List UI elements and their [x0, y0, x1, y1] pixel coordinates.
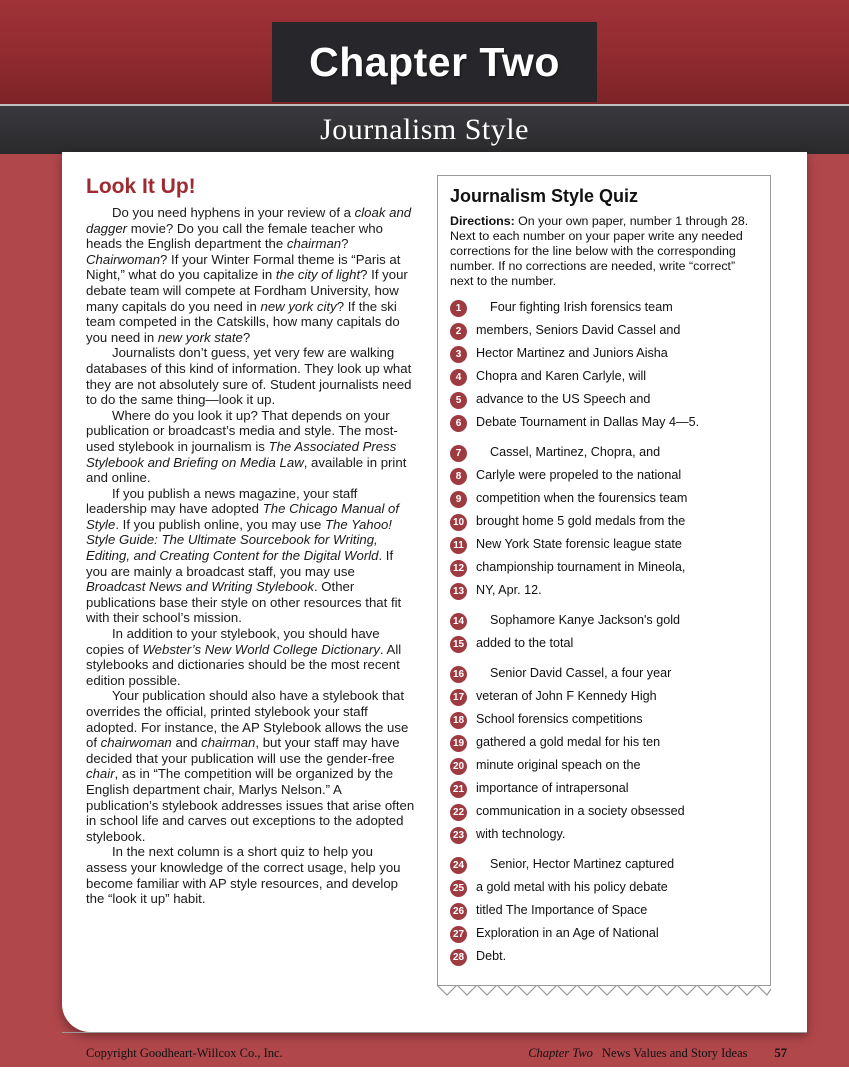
- quiz-item: [450, 734, 758, 753]
- quiz-item: [450, 665, 758, 684]
- quiz-item: [450, 757, 758, 776]
- quiz-item-number-badge: 14: [450, 613, 467, 630]
- quiz-item-text: Chopra and Karen Carlyle, will: [476, 369, 647, 383]
- quiz-item: [450, 536, 758, 555]
- article-paragraph: In the next column is a short quiz to help you assess your knowledge of the correct usage, help you become familiar with AP style resources, and develop the “look it up” habit.: [86, 844, 401, 907]
- quiz-item-number-badge: 10: [450, 514, 467, 531]
- quiz-panel: [437, 175, 771, 986]
- article-paragraph: Journalists don’t guess, yet very few are walking databases of this kind of information. They look up what they are not absolutely sure of. Student journalists need to do the same thing—look it up.: [86, 345, 412, 408]
- quiz-item-number-badge: 25: [450, 880, 467, 897]
- quiz-item-number-badge: 2: [450, 323, 467, 340]
- quiz-item-text: Exploration in an Age of National: [476, 926, 659, 940]
- quiz-title: Journalism Style Quiz: [450, 186, 639, 206]
- quiz-item-text: School forensics competitions: [476, 712, 643, 726]
- quiz-directions-label: Directions:: [450, 214, 515, 228]
- quiz-item: [450, 444, 758, 463]
- quiz-item-number-badge: 18: [450, 712, 467, 729]
- quiz-item: [450, 780, 758, 799]
- quiz-item-text: advance to the US Speech and: [476, 392, 651, 406]
- chapter-title: Chapter Two: [309, 38, 560, 85]
- quiz-item-text: Debt.: [476, 949, 507, 963]
- quiz-item-number-badge: 7: [450, 445, 467, 462]
- quiz-item-number-badge: 8: [450, 468, 467, 485]
- quiz-item-text: Senior, Hector Martinez captured: [490, 857, 675, 871]
- quiz-item-number-badge: 21: [450, 781, 467, 798]
- quiz-item-number-badge: 19: [450, 735, 467, 752]
- quiz-item: [450, 925, 758, 944]
- quiz-directions: [450, 214, 758, 289]
- quiz-item-number-badge: 22: [450, 804, 467, 821]
- quiz-item-number-badge: 1: [450, 300, 467, 317]
- article-paragraph: Do you need hyphens in your review of a cloak and dagger movie? Do you call the female teacher who heads the English department the chairman? Chairwoman? If your Winter Formal theme is “Paris at Night,” what do you capitalize in the city of light? If your debate team will compete at Fordham University, how many capitals do you need in new york city? If the ski team competed in the Catskills, how many capitals do you need in new york state?: [86, 205, 412, 345]
- quiz-item: [450, 635, 758, 654]
- footer-chapter: Chapter Two: [528, 1045, 593, 1060]
- torn-edge-decoration: [437, 985, 771, 997]
- page-footer: [62, 1039, 807, 1067]
- quiz-item-number-badge: 9: [450, 491, 467, 508]
- quiz-item: [450, 711, 758, 730]
- quiz-item-text: importance of intrapersonal: [476, 781, 629, 795]
- quiz-item-text: NY, Apr. 12.: [476, 583, 542, 597]
- quiz-item: [450, 345, 758, 364]
- quiz-item-text: added to the total: [476, 636, 574, 650]
- copyright-text: Copyright Goodheart-Willcox Co., Inc.: [86, 1045, 283, 1060]
- quiz-item-number-badge: 3: [450, 346, 467, 363]
- chapter-header-band: [0, 0, 849, 104]
- page-number: 57: [774, 1045, 787, 1060]
- quiz-item-text: Hector Martinez and Juniors Aisha: [476, 346, 668, 360]
- quiz-item-number-badge: 11: [450, 537, 467, 554]
- quiz-item: [450, 414, 758, 433]
- quiz-item-number-badge: 28: [450, 949, 467, 966]
- quiz-item-number-badge: 12: [450, 560, 467, 577]
- article-body: [86, 205, 416, 907]
- quiz-item-text: Four fighting Irish forensics team: [490, 300, 673, 314]
- quiz-item-text: Debate Tournament in Dallas May 4—5.: [476, 415, 700, 429]
- quiz-item-text: gathered a gold medal for his ten: [476, 735, 661, 749]
- quiz-item-text: titled The Importance of Space: [476, 903, 648, 917]
- quiz-item: [450, 803, 758, 822]
- section-heading: Look It Up!: [86, 175, 196, 198]
- article-paragraph: If you publish a news magazine, your staff leadership may have adopted The Chicago Manual of Style. If you publish online, you may use The Yahoo! Style Guide: The Ultimate Sourcebook for Writing, Editing, and Creating Content for the Digital World. If you are mainly a broadcast staff, you may use Broadcast News and Writing Stylebook. Other publications base their style on other resources that fit with their school’s mission.: [86, 485, 402, 626]
- quiz-item-text: championship tournament in Mineola,: [476, 560, 686, 574]
- quiz-item-text: veteran of John F Kennedy High: [476, 689, 657, 703]
- quiz-item: [450, 322, 758, 341]
- quiz-item: [450, 490, 758, 509]
- quiz-item-text: Carlyle were propeled to the national: [476, 468, 682, 482]
- quiz-item-list: [450, 299, 758, 967]
- footer-right-group: [528, 1046, 787, 1061]
- quiz-item: [450, 856, 758, 875]
- quiz-item: [450, 582, 758, 601]
- quiz-item-number-badge: 24: [450, 857, 467, 874]
- quiz-item: [450, 612, 758, 631]
- quiz-item: [450, 879, 758, 898]
- quiz-item-number-badge: 23: [450, 827, 467, 844]
- quiz-item-number-badge: 13: [450, 583, 467, 600]
- quiz-item-text: Senior David Cassel, a four year: [490, 666, 672, 680]
- quiz-item: [450, 467, 758, 486]
- article-paragraph: In addition to your stylebook, you should have copies of Webster’s New World College Dictionary. All stylebooks and dictionaries should be the most recent edition possible.: [86, 626, 402, 688]
- quiz-item-text: Sophamore Kanye Jackson's gold: [490, 613, 681, 627]
- quiz-item-number-badge: 20: [450, 758, 467, 775]
- quiz-item-number-badge: 17: [450, 689, 467, 706]
- chapter-title-box: [272, 22, 597, 102]
- quiz-item-text: members, Seniors David Cassel and: [476, 323, 681, 337]
- quiz-item-number-badge: 6: [450, 415, 467, 432]
- quiz-item-text: brought home 5 gold medals from the: [476, 514, 686, 528]
- quiz-item-number-badge: 16: [450, 666, 467, 683]
- quiz-item: [450, 948, 758, 967]
- quiz-item-text: Cassel, Martinez, Chopra, and: [490, 445, 661, 459]
- quiz-item-text: a gold metal with his policy debate: [476, 880, 668, 894]
- chapter-subtitle-band: [0, 104, 849, 154]
- quiz-item-text: competition when the fourensics team: [476, 491, 688, 505]
- quiz-item: [450, 391, 758, 410]
- quiz-item: [450, 368, 758, 387]
- quiz-item-number-badge: 27: [450, 926, 467, 943]
- quiz-item: [450, 826, 758, 845]
- quiz-item-number-badge: 4: [450, 369, 467, 386]
- quiz-directions-text: On your own paper, number 1 through 28. Next to each number on your paper write any needed corrections for the line below with the corresponding number. If no corrections are needed, write “correct” next to the number.: [450, 214, 749, 288]
- quiz-item: [450, 299, 758, 318]
- bottom-white-band: [0, 1067, 849, 1087]
- quiz-item-number-badge: 15: [450, 636, 467, 653]
- chapter-subtitle: Journalism Style: [320, 113, 529, 146]
- quiz-item-number-badge: 26: [450, 903, 467, 920]
- quiz-item-text: with technology.: [476, 827, 566, 841]
- quiz-item-text: communication in a society obsessed: [476, 804, 685, 818]
- quiz-item-text: minute original speach on the: [476, 758, 641, 772]
- footer-section: News Values and Story Ideas: [601, 1045, 748, 1060]
- article-paragraph: Where do you look it up? That depends on your publication or broadcast’s media and style. The most-used stylebook in journalism is The Associated Press Stylebook and Briefing on Media Law, available in print and online.: [86, 407, 407, 486]
- quiz-item: [450, 902, 758, 921]
- article-column: [86, 175, 416, 907]
- quiz-item-text: New York State forensic league state: [476, 537, 682, 551]
- quiz-item-number-badge: 5: [450, 392, 467, 409]
- article-paragraph: Your publication should also have a stylebook that overrides the official, printed stylebook your staff adopted. For instance, the AP Stylebook allows the use of chairwoman and chairman, but your staff may have decided that your publication will use the gender-free chair, as in “The competition will be organized by the English department chair, Marlys Nelson.” A publication’s stylebook addresses issues that arise often in school life and carves out exceptions to the adopted stylebook.: [86, 688, 415, 844]
- quiz-item: [450, 559, 758, 578]
- quiz-item: [450, 688, 758, 707]
- quiz-item: [450, 513, 758, 532]
- footer-divider: [62, 1032, 807, 1033]
